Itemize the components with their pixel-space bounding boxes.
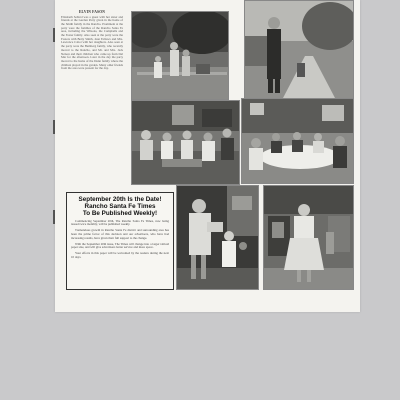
article-heading: ELVIN FASON: [78, 10, 106, 14]
announcement-box: [66, 192, 174, 290]
announcement-paragraph: Tremendous growth in Rancho Santa Fe district and surrounding area has been the prime factor of this decision and our advertisers, who have had increasing results, have given their full support to the change.: [71, 228, 169, 240]
man-standing-on-path-photo: [244, 0, 354, 99]
article-body: Elizabeth Sellard was a guest with her sister and friends at the Garden Party given in the home of the Smith family in the Rancho. Prominent at the party were the families of the Rancho Santa Fe area, including the Wilsons, the Campbells and the Foster family. Also seen at the party were the Fosters with Betty Smith, Jean Fellows and Mrs. Lawrence Cabot with her daughters. Also seen at the party were the Bemberg family, who recently moved to the Rancho, and Mr. and Mrs. Jack Nelson and their children who came up from Del Mar for the afternoon. Later in the day the party moved to the home of the Dunn family where the children played in the garden. Many other friends from the area were present for the day.: [61, 14, 123, 71]
announcement-headline-line-1: September 20th Is the Date!: [78, 196, 162, 203]
group-seated-indoors-photo: [131, 100, 240, 185]
dinner-table-party-photo: [241, 98, 354, 184]
announcement-paragraph: Commencing September 20th, The Rancho Santa Fe Times, now being issued twice monthly, will be published weekly.: [71, 218, 169, 227]
announcement-paragraph: With the September 20th issue, The Times will change into a larger tabloid paper size, and will give advertisers better service and more space.: [71, 241, 169, 250]
children-on-lawn-photo: [131, 11, 229, 100]
scrapbook-page: [55, 0, 360, 312]
announcement-headline-line-3: To Be Published Weekly!: [82, 210, 158, 218]
women-with-child-photo: [176, 185, 259, 290]
announcement-paragraph: Your efforts in this paper will be welcomed by the readers during the next 10 days.: [71, 251, 169, 259]
article-column: [61, 10, 123, 180]
announcement-headline-line-2: Rancho Santa Fe Times: [84, 203, 156, 211]
woman-standing-photo: [263, 185, 354, 290]
